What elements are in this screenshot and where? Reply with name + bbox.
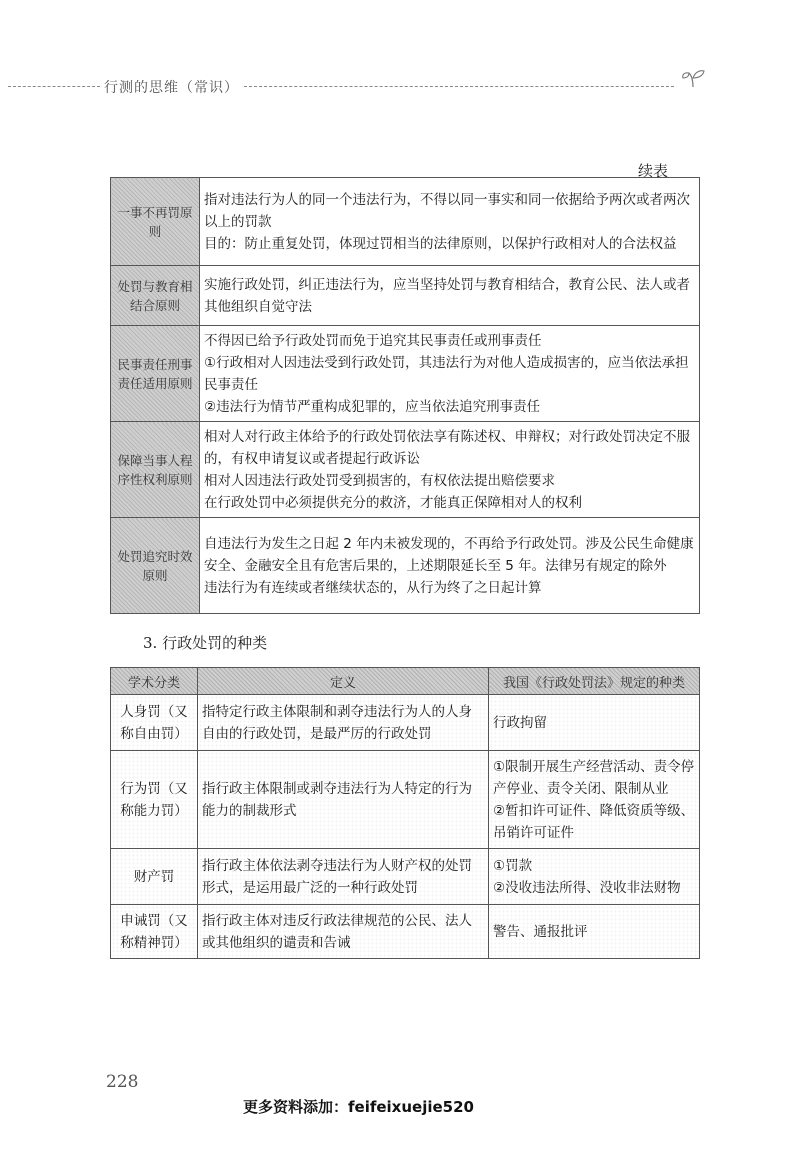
row-label: 处罚追究时效原则 [111, 518, 200, 614]
table-row [111, 849, 700, 905]
type-line: ①罚款 [493, 857, 533, 874]
row-content [200, 518, 700, 614]
types-cell [489, 849, 700, 905]
footer-note: 更多资料添加：feifeixuejie520 [243, 1098, 474, 1116]
types-cell [489, 695, 700, 751]
row-content [200, 422, 700, 518]
table-row [111, 326, 700, 422]
definition-cell: 指特定行政主体限制和剥夺违法行为人的人身自由的行政处罚，是最严厉的行政处罚 [198, 695, 489, 751]
header-rule-left [8, 86, 100, 87]
table-header-row [111, 668, 700, 695]
section-title: 3. 行政处罚的种类 [143, 634, 268, 652]
table-row [111, 695, 700, 751]
type-line: ②暂扣许可证件、降低资质等级、吊销许可证件 [493, 802, 695, 841]
content-line: 相对人对行政主体给予的行政处罚依法享有陈述权、申辩权；对行政处罚决定不服的，有权申请复议或者提起行政诉讼 [204, 428, 690, 467]
content-line: 违法行为有连续或者继续状态的，从行为终了之日起计算 [204, 579, 542, 596]
column-header: 定义 [198, 668, 489, 695]
running-header [0, 76, 700, 96]
row-label: 保障当事人程序性权利原则 [111, 422, 200, 518]
table-row [111, 266, 700, 326]
definition-cell: 指行政主体对违反行政法律规范的公民、法人或其他组织的谴责和告诫 [198, 905, 489, 959]
row-content [200, 326, 700, 422]
page-number: 228 [106, 1072, 139, 1092]
type-line: 行政拘留 [493, 714, 547, 731]
types-cell [489, 751, 700, 849]
content-line: 在行政处罚中必须提供充分的救济，才能真正保障相对人的权利 [204, 494, 582, 511]
type-line: ①限制开展生产经营活动、责令停产停业、责令关闭、限制从业 [493, 758, 695, 797]
table-row [111, 422, 700, 518]
category-cell: 行为罚（又称能力罚） [111, 751, 198, 849]
category-cell: 申诫罚（又称精神罚） [111, 905, 198, 959]
content-line: ②违法行为情节严重构成犯罪的，应当依法追究刑事责任 [204, 398, 541, 415]
content-line: 不得因已给予行政处罚而免于追究其民事责任或刑事责任 [204, 332, 542, 349]
definition-cell: 指行政主体限制或剥夺违法行为人特定的行为能力的制裁形式 [198, 751, 489, 849]
row-content [200, 266, 700, 326]
row-label: 民事责任刑事责任适用原则 [111, 326, 200, 422]
content-line: 实施行政处罚，纠正违法行为，应当坚持处罚与教育相结合，教育公民、法人或者其他组织自觉守法 [204, 276, 690, 315]
definition-cell: 指行政主体依法剥夺违法行为人财产权的处罚形式，是运用最广泛的一种行政处罚 [198, 849, 489, 905]
sprout-icon [680, 66, 706, 88]
continued-table-label: 续表 [638, 162, 669, 180]
content-line: 相对人因违法行政处罚受到损害的，有权依法提出赔偿要求 [204, 472, 555, 489]
content-line: 自违法行为发生之日起 2 年内未被发现的，不再给予行政处罚。涉及公民生命健康安全、金融安全且有危害后果的，上述期限延长至 5 年。法律另有规定的除外 [204, 535, 694, 574]
row-label: 处罚与教育相结合原则 [111, 266, 200, 326]
row-label: 一事不再罚原则 [111, 178, 200, 266]
column-header: 学术分类 [111, 668, 198, 695]
type-line: 警告、通报批评 [493, 923, 588, 940]
content-line: ①行政相对人因违法受到行政处罚，其违法行为对他人造成损害的，应当依法承担民事责任 [204, 354, 689, 393]
row-content [200, 178, 700, 266]
category-cell: 人身罚（又称自由罚） [111, 695, 198, 751]
table-row [111, 905, 700, 959]
table-row [111, 178, 700, 266]
column-header: 我国《行政处罚法》规定的种类 [489, 668, 700, 695]
table-row [111, 751, 700, 849]
table-row [111, 518, 700, 614]
header-rule-right [244, 86, 674, 87]
type-line: ②没收违法所得、没收非法财物 [493, 879, 681, 896]
content-line: 目的：防止重复处罚，体现过罚相当的法律原则，以保护行政相对人的合法权益 [204, 235, 677, 252]
category-cell: 财产罚 [111, 849, 198, 905]
header-title: 行测的思维（常识） [104, 80, 239, 96]
principles-table [110, 177, 700, 614]
content-line: 指对违法行为人的同一个违法行为，不得以同一事实和同一依据给予两次或者两次以上的罚款 [204, 191, 690, 230]
penalty-types-table [110, 667, 700, 959]
types-cell [489, 905, 700, 959]
